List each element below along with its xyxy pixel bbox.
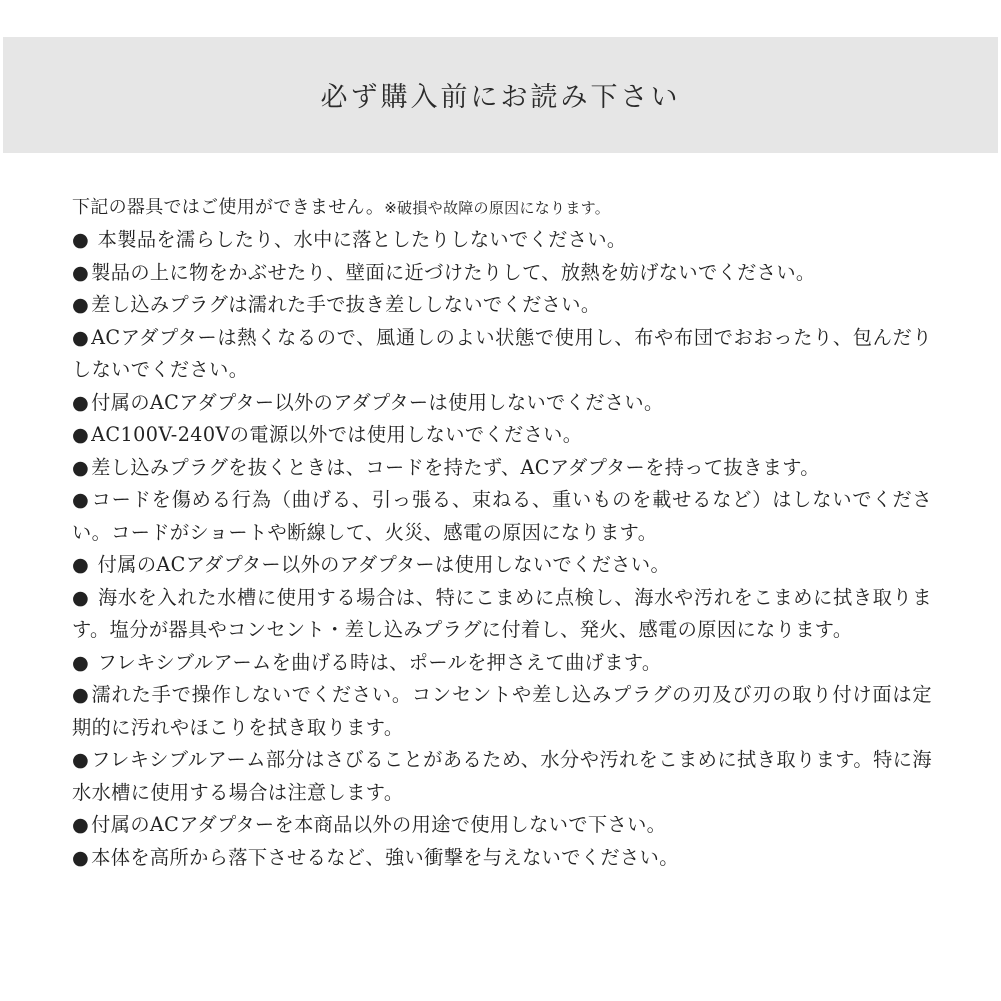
caution-text: フレキシブルアーム部分はさびることがあるため、水分や汚れをこまめに拭き取ります。特に海水水槽に使用する場合は注意します。	[72, 748, 932, 804]
caution-item	[72, 452, 932, 485]
caution-item	[72, 224, 932, 257]
caution-item	[72, 322, 932, 387]
bullet-icon: ●	[72, 813, 90, 836]
caution-item	[72, 647, 932, 680]
page-title: 必ず購入前にお読み下さい	[320, 81, 681, 113]
caution-item	[72, 387, 932, 420]
bullet-icon: ●	[72, 683, 90, 706]
caution-item	[72, 419, 932, 452]
caution-text: ACアダプターは熱くなるので、風通しのよい状態で使用し、布や布団でおおったり、包んだりしないでください。	[72, 325, 932, 381]
bullet-icon: ●	[72, 488, 90, 511]
caution-text: 本体を高所から落下させるなど、強い衝撃を与えないでください。	[91, 845, 679, 869]
caution-text: フレキシブルアームを曲げる時は、ポールを押さえて曲げます。	[97, 650, 662, 674]
intro-line	[72, 193, 610, 219]
caution-item	[72, 679, 932, 744]
notice-header	[3, 37, 998, 153]
bullet-icon: ●	[72, 553, 90, 576]
caution-text: AC100V-240Vの電源以外では使用しないでください。	[91, 423, 583, 446]
bullet-icon: ●	[72, 585, 90, 609]
bullet-icon: ●	[72, 325, 90, 349]
caution-text: コードを傷める行為（曲げる、引っ張る、束ねる、重いものを載せるなど）はしないでください。コードがショートや断線して、火災、感電の原因になります。	[72, 488, 932, 544]
bullet-icon: ●	[72, 423, 90, 446]
caution-text: 付属のACアダプターを本商品以外の用途で使用しないで下さい。	[91, 813, 667, 836]
bullet-icon: ●	[72, 748, 90, 771]
intro-text: 下記の器具ではご使用ができません。	[72, 197, 385, 218]
caution-list	[72, 224, 932, 874]
caution-text: 差し込みプラグを抜くときは、コードを持たず、ACアダプターを持って抜きます。	[91, 455, 820, 479]
caution-item	[72, 289, 932, 322]
caution-text: 濡れた手で操作しないでください。コンセントや差し込みプラグの刃及び刃の取り付け面は定期的に汚れやほこりを拭き取ります。	[72, 683, 932, 739]
caution-item	[72, 809, 932, 842]
caution-item	[72, 582, 932, 647]
caution-item	[72, 549, 932, 582]
intro-note: ※破損や故障の原因になります。	[384, 199, 611, 217]
caution-item	[72, 257, 932, 290]
caution-item	[72, 744, 932, 809]
caution-item	[72, 484, 932, 549]
caution-text: 付属のACアダプター以外のアダプターは使用しないでください。	[91, 390, 664, 414]
bullet-spacer	[91, 586, 98, 609]
bullet-icon: ●	[72, 845, 90, 869]
bullet-icon: ●	[72, 260, 90, 284]
caution-text: 製品の上に物をかぶせたり、壁面に近づけたりして、放熱を妨げないでください。	[91, 260, 816, 284]
caution-text: 付属のACアダプター以外のアダプターは使用しないでください。	[97, 553, 671, 576]
bullet-icon: ●	[72, 390, 90, 414]
caution-text: 差し込みプラグは濡れた手で抜き差ししないでください。	[91, 293, 601, 316]
bullet-icon: ●	[72, 455, 90, 479]
caution-text: 海水を入れた水槽に使用する場合は、特にこまめに点検し、海水や汚れをこまめに拭き取ります。塩分が器具やコンセント・差し込みプラグに付着し、発火、感電の原因になります。	[72, 585, 932, 641]
caution-text: 本製品を濡らしたり、水中に落としたりしないでください。	[97, 228, 627, 251]
caution-item	[72, 842, 932, 875]
bullet-icon: ●	[72, 650, 90, 674]
bullet-icon: ●	[72, 228, 90, 251]
bullet-icon: ●	[72, 293, 90, 316]
